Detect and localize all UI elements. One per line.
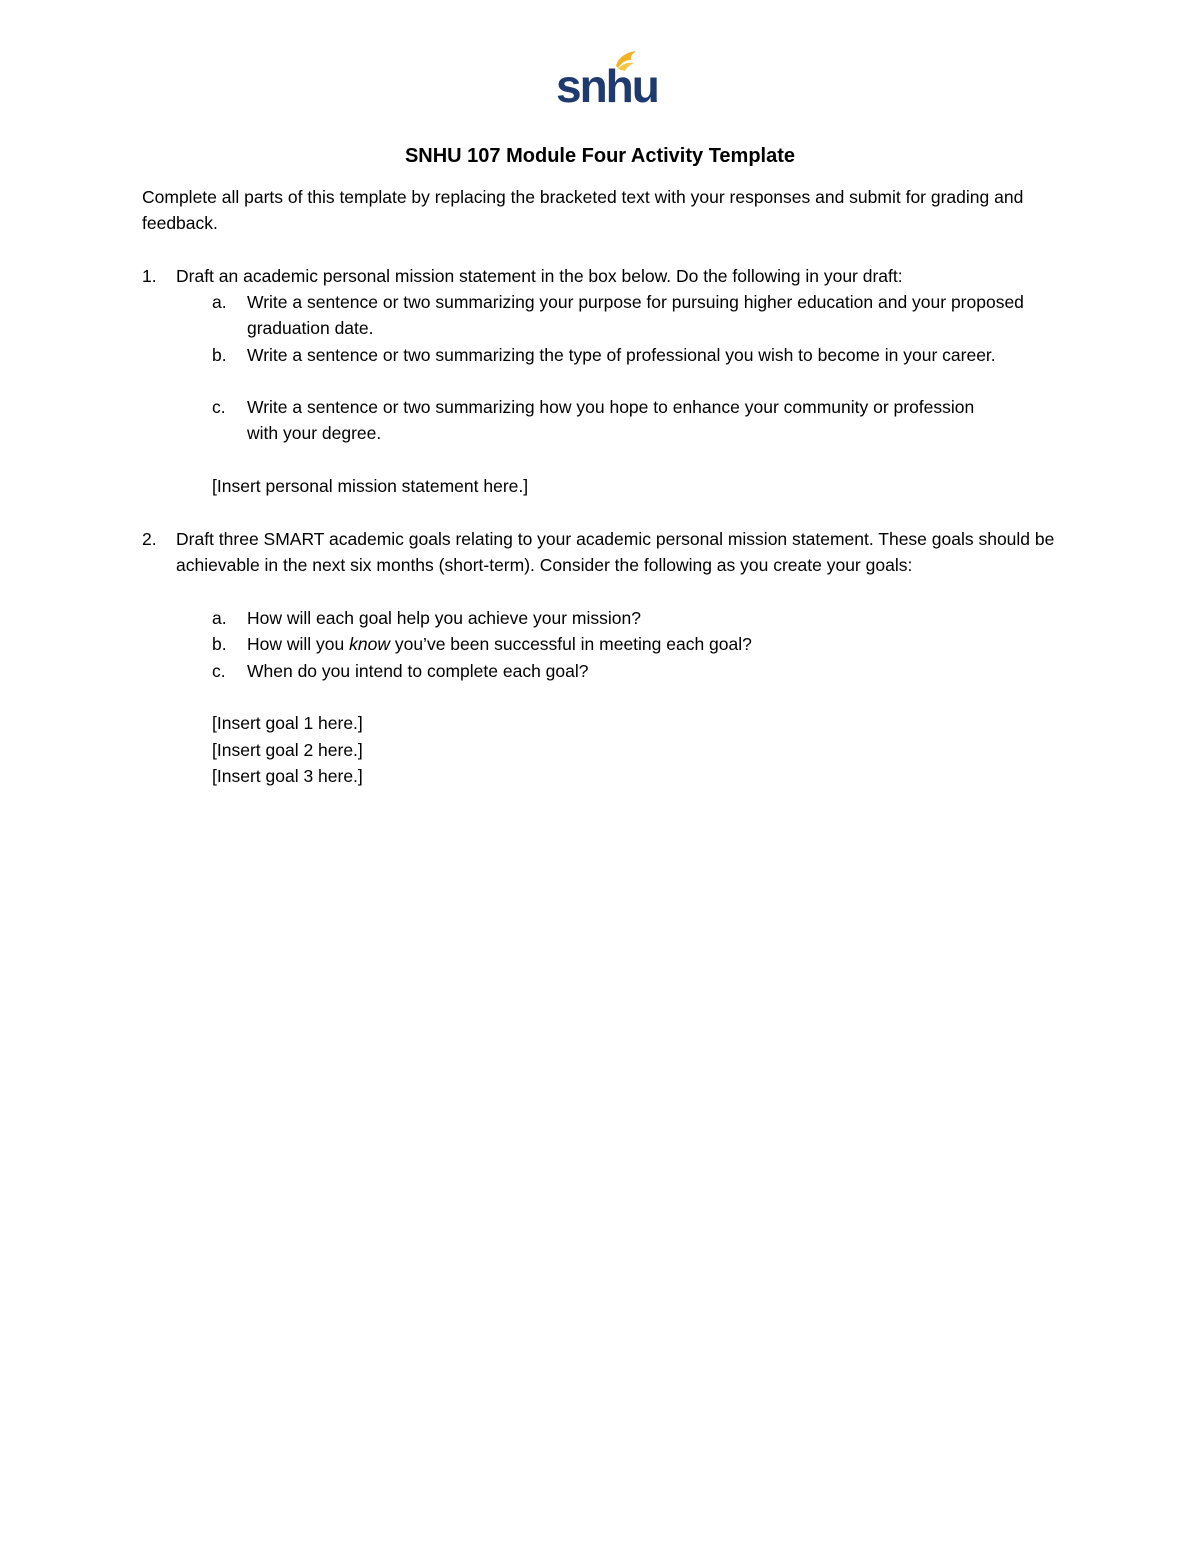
item-2b-text-after: you’ve been successful in meeting each goal?: [389, 634, 752, 654]
intro-paragraph: Complete all parts of this template by replacing the bracketed text with your responses and submit for grading and feedback.: [142, 187, 1024, 234]
item-1b-text: Write a sentence or two summarizing the type of professional you wish to become in your career.: [247, 345, 996, 365]
item-2a-text: How will each goal help you achieve your mission?: [247, 608, 641, 628]
item-2c-text: When do you intend to complete each goal?: [247, 661, 589, 681]
item-2b-text-italic: know: [349, 634, 390, 654]
snhu-logo: [552, 48, 658, 112]
item-2b-letter: b.: [212, 634, 227, 654]
item-2-number: 2.: [142, 529, 157, 549]
goal-2-placeholder[interactable]: [Insert goal 2 here.]: [212, 740, 363, 760]
logo-wordmark: snhu: [556, 60, 658, 112]
item-2b-text: [247, 631, 752, 657]
item-2a-letter: a.: [212, 608, 227, 628]
goal-1-placeholder[interactable]: [Insert goal 1 here.]: [212, 713, 363, 733]
item-1c-text: Write a sentence or two summarizing how you hope to enhance your community or profession with your degree.: [247, 397, 975, 444]
document-title: SNHU 107 Module Four Activity Template: [404, 145, 796, 167]
item-1c-letter: c.: [212, 397, 226, 417]
item-2c-letter: c.: [212, 661, 226, 681]
item-1-number: 1.: [142, 266, 157, 286]
item-2b-text-before: How will you: [247, 634, 350, 654]
item-1a-letter: a.: [212, 292, 227, 312]
item-1a-text: Write a sentence or two summarizing your purpose for pursuing higher education and your proposed graduation date.: [247, 292, 1024, 339]
item-1b-letter: b.: [212, 345, 227, 365]
mission-statement-placeholder[interactable]: [Insert personal mission statement here.]: [212, 476, 529, 496]
item-2-text: Draft three SMART academic goals relating to your academic personal mission statement. These goals should be achievable in the next six months (short-term). Consider the following as you create your goals:: [176, 529, 1055, 576]
item-1-text: Draft an academic personal mission statement in the box below. Do the following in your draft:: [176, 266, 903, 286]
goal-3-placeholder[interactable]: [Insert goal 3 here.]: [212, 766, 363, 786]
